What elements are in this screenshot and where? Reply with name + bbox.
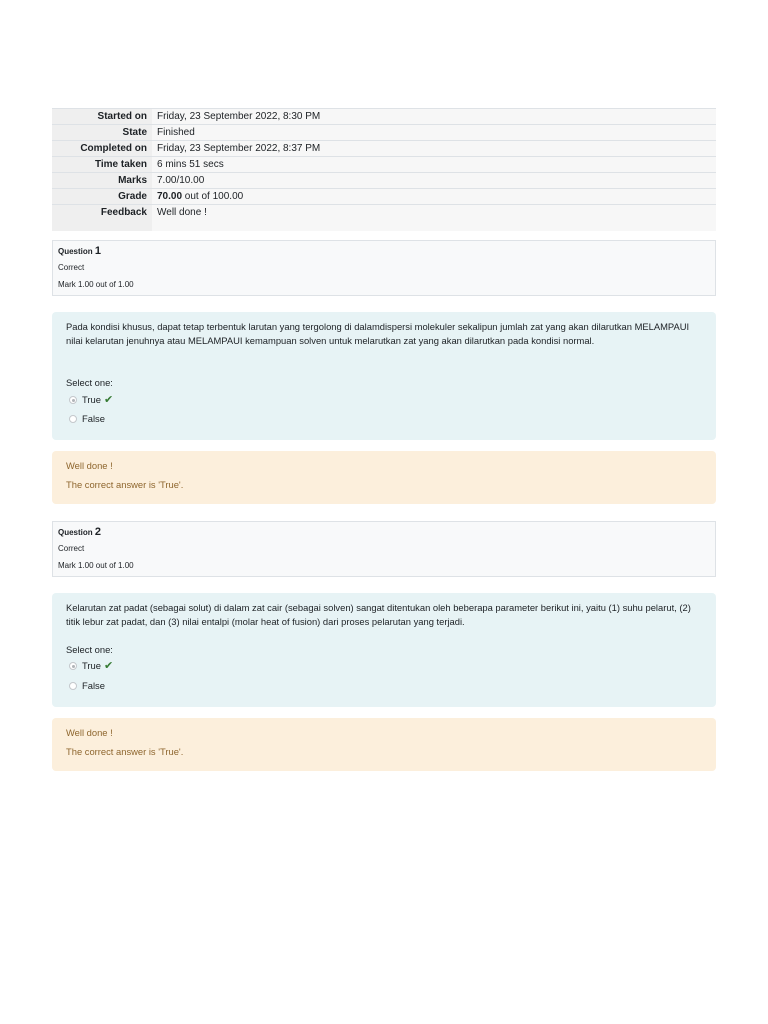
summary-row-grade [52, 189, 716, 205]
summary-row-feedback [52, 205, 716, 232]
radio-button[interactable] [69, 396, 77, 404]
question-feedback [52, 451, 716, 504]
summary-value: 7.00/10.00 [152, 173, 716, 189]
summary-value: Friday, 23 September 2022, 8:30 PM [152, 109, 716, 125]
option-label: True [82, 660, 101, 671]
question-mark: Mark 1.00 out of 1.00 [58, 561, 134, 570]
question-feedback [52, 718, 716, 771]
summary-row-marks [52, 173, 716, 189]
answer-option-false[interactable] [69, 412, 105, 426]
option-label: False [82, 680, 105, 691]
summary-row-time-taken [52, 157, 716, 173]
question-text: Pada kondisi khusus, dapat tetap terbentuk larutan yang tergolong di dalamdispersi molekuler sekalipun jumlah zat yang akan dilarutkan MELAMPAUI nilai kelarutan jenuhnya atau MELAMPAUI kemampuan solven untuk melarutkan zat yang akan dilarutkan pada kondisi normal. [66, 321, 690, 346]
summary-value: 6 mins 51 secs [152, 157, 716, 173]
question-number: Question 2 [58, 526, 102, 538]
summary-label: Time taken [52, 157, 152, 173]
question-content [52, 593, 716, 707]
radio-button[interactable] [69, 415, 77, 423]
question-number: Question 1 [58, 245, 102, 257]
answer-option-true[interactable] [69, 659, 113, 673]
radio-button[interactable] [69, 662, 77, 670]
quiz-summary-table [52, 108, 716, 231]
question-content [52, 312, 716, 440]
general-feedback: Well done ! [66, 460, 113, 471]
question-text: Kelarutan zat padat (sebagai solut) di dalam zat cair (sebagai solven) sangat ditentukan oleh beberapa parameter berikut ini, yaitu (1) suhu pelarut, (2) titik lebur zat padat, dan (3) nilai entalpi (molar heat of fusion) dari proses pelarutan yang terjadi. [66, 602, 691, 627]
right-answer: The correct answer is 'True'. [66, 746, 184, 757]
summary-value [152, 189, 716, 205]
summary-row-started [52, 109, 716, 125]
summary-label: Marks [52, 173, 152, 189]
summary-label: Feedback [52, 205, 152, 232]
right-answer: The correct answer is 'True'. [66, 479, 184, 490]
radio-button[interactable] [69, 682, 77, 690]
option-label: True [82, 394, 101, 405]
summary-value: Finished [152, 125, 716, 141]
option-label: False [82, 413, 105, 424]
check-icon: ✔ [103, 394, 114, 406]
summary-row-state [52, 125, 716, 141]
summary-label: Started on [52, 109, 152, 125]
question-mark: Mark 1.00 out of 1.00 [58, 280, 134, 289]
question-state: Correct [58, 544, 85, 553]
select-prompt: Select one: [66, 377, 113, 388]
summary-row-completed [52, 141, 716, 157]
question-state: Correct [58, 263, 85, 272]
summary-label: Completed on [52, 141, 152, 157]
question-info [52, 521, 716, 577]
grade-value: 70.00 [157, 191, 183, 202]
check-icon: ✔ [103, 660, 114, 672]
answer-option-true[interactable] [69, 393, 113, 407]
summary-label: Grade [52, 189, 152, 205]
general-feedback: Well done ! [66, 727, 113, 738]
select-prompt: Select one: [66, 644, 113, 655]
summary-value: Well done ! [152, 205, 716, 232]
answer-option-false[interactable] [69, 679, 105, 693]
summary-value: Friday, 23 September 2022, 8:37 PM [152, 141, 716, 157]
summary-label: State [52, 125, 152, 141]
grade-total: out of 100.00 [182, 191, 244, 202]
question-info [52, 240, 716, 296]
